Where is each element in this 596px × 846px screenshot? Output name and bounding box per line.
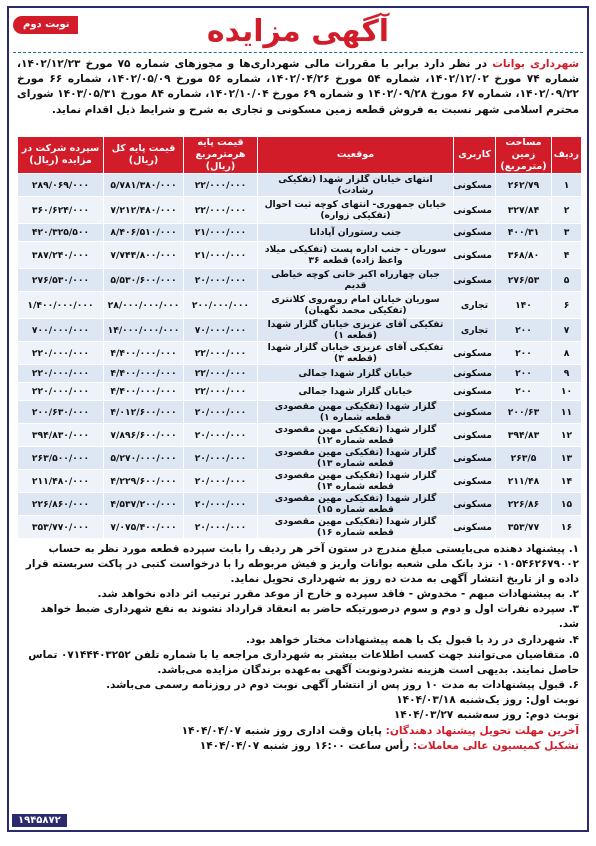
table-cell: ۷/۸۹۶/۶۰۰/۰۰۰ (104, 424, 184, 447)
table-cell: ۲۰/۰۰۰/۰۰۰ (184, 401, 258, 424)
header (13, 12, 583, 53)
table-cell: ۳۶۰/۶۲۴/۰۰۰ (18, 197, 104, 224)
table-cell: ۱۴/۰۰۰/۰۰۰/۰۰۰ (104, 319, 184, 342)
page-title: آگهی مزایده (206, 14, 390, 49)
table-cell: ۳۵۳/۷۷ (496, 516, 552, 539)
schedule-label: نوبت اول: (525, 693, 579, 706)
table-cell: مسکونی (454, 174, 496, 197)
table-cell: خیابان گلزار شهدا جمالی (258, 383, 454, 401)
table-cell: مسکونی (454, 383, 496, 401)
table-row (18, 224, 582, 242)
schedule-value: رأس ساعت ۱۶:۰۰ روز شنبه ۱۴۰۴/۰۴/۰۷ (199, 740, 413, 753)
table-header (18, 137, 582, 174)
table-row (18, 470, 582, 493)
table-cell: ۷/۰۷۵/۴۰۰/۰۰۰ (104, 516, 184, 539)
table-cell: ۱/۴۰۰/۰۰۰/۰۰۰ (18, 292, 104, 319)
schedule-value: پایان وقت اداری روز شنبه ۱۴۰۴/۰۴/۰۷ (181, 724, 386, 737)
table-row (18, 401, 582, 424)
table-cell: ۲۲/۰۰۰/۰۰۰ (184, 365, 258, 383)
table-cell: مسکونی (454, 470, 496, 493)
column-header: سپرده شرکت در مزایده (ریال) (18, 137, 104, 174)
table-cell: ۱۰ (552, 383, 582, 401)
schedule-item (9, 739, 587, 754)
table-body (18, 174, 582, 539)
table-cell: تفکیکی آقای عزیزی خیابان گلزار شهدا (قطعه ۳) (258, 342, 454, 365)
table-cell: ۴/۲۲۹/۶۰۰/۰۰۰ (104, 470, 184, 493)
table-cell: انتهای خیابان گلزار شهدا (تفکیکی رشادت) (258, 174, 454, 197)
schedule-item (9, 724, 587, 739)
table-row (18, 493, 582, 516)
table-cell: ۳۹۴/۸۳۰/۰۰۰ (18, 424, 104, 447)
table-row (18, 292, 582, 319)
table-cell: ۱۴۰ (496, 292, 552, 319)
table-cell: ۲۰۰/۶۳۰/۰۰۰ (18, 401, 104, 424)
schedule-label: آخرین مهلت تحویل پیشنهاد دهندگان: (385, 724, 579, 737)
table-cell: ۲۰/۰۰۰/۰۰۰ (184, 516, 258, 539)
table-cell: ۴/۴۰۰/۰۰۰/۰۰۰ (104, 365, 184, 383)
table-cell: ۲۲۰/۰۰۰/۰۰۰ (18, 342, 104, 365)
table-cell: ۲۲۰/۰۰۰/۰۰۰ (18, 365, 104, 383)
table-row (18, 342, 582, 365)
table-row (18, 174, 582, 197)
table-cell: ۲۱۱/۴۸ (496, 470, 552, 493)
table-cell: ۳۹۴/۸۳ (496, 424, 552, 447)
table-cell: تفکیکی آقای عزیزی خیابان گلزار شهدا (قطعه ۱) (258, 319, 454, 342)
table-row (18, 383, 582, 401)
table-cell: مسکونی (454, 269, 496, 292)
table-cell: مسکونی (454, 424, 496, 447)
table-cell: ۴۰۰/۳۱ (496, 224, 552, 242)
table-cell: ۷ (552, 319, 582, 342)
schedule-item (9, 693, 587, 708)
table-cell: ۳۸۷/۲۴۰/۰۰۰ (18, 242, 104, 269)
table-cell: ۳ (552, 224, 582, 242)
table-cell: ۴/۴۰۰/۰۰۰/۰۰۰ (104, 383, 184, 401)
table-cell: ۲۱/۰۰۰/۰۰۰ (184, 224, 258, 242)
table-cell: ۲۰/۰۰۰/۰۰۰ (184, 269, 258, 292)
table-cell: ۵ (552, 269, 582, 292)
table-cell: ۱۴ (552, 470, 582, 493)
municipality-name: شهرداری بوانات (492, 58, 579, 70)
table-cell: ۲۶۳/۵ (496, 447, 552, 470)
table-cell: ۵/۵۳۰/۶۰۰/۰۰۰ (104, 269, 184, 292)
table-cell: ۳۵۳/۷۷۰/۰۰۰ (18, 516, 104, 539)
table-cell: ۲۱۱/۴۸۰/۰۰۰ (18, 470, 104, 493)
column-header: قیمت پایه هرمترمربع (ریال) (184, 137, 258, 174)
table-cell: ۲۲/۰۰۰/۰۰۰ (184, 174, 258, 197)
table-cell: ۲۲/۰۰۰/۰۰۰ (184, 197, 258, 224)
table-cell: ۲۰/۰۰۰/۰۰۰ (184, 493, 258, 516)
condition-item: ۲. به پیشنهادات مبهم - مخدوش - فاقد سپرده و خارج از موعد مقرر ترتیب اثر داده نخواهد شد. (97, 588, 579, 601)
table-cell: مسکونی (454, 365, 496, 383)
table-cell: ۲۷۶/۵۳ (496, 269, 552, 292)
column-header: قیمت پایه کل (ریال) (104, 137, 184, 174)
table-cell: مسکونی (454, 516, 496, 539)
table-cell: ۱۵ (552, 493, 582, 516)
table-cell: ۲۲۶/۸۶ (496, 493, 552, 516)
intro-paragraph (9, 53, 587, 136)
table-cell: ۲۶۳/۵۰۰/۰۰۰ (18, 447, 104, 470)
intro-text: در نظر دارد برابر با مقررات مالی شهرداری‌ها و مجوزهای شماره ۷۵ مورخ ۱۴۰۲/۱۲/۲۳، شماره ۷۴ مورخ ۱۴۰۲/۱۲/۰۲، شماره ۵۴ مورخ ۱۴۰۲/۰۴/۲۶، شماره ۵۶ مورخ ۱۴۰۲/۰۵/۰۹، شماره ۶۶ مورخ ۱۴۰۲/۰۹/۲۲، شماره ۶۷ مورخ ۱۴۰۲/۰۹/۲۸ و شماره ۶۹ مورخ ۱۴۰۲/۱۰/۰۴، شماره ۸۴ مورخ ۱۴۰۳/۰۵/۳۱ شورای محترم اسلامی شهر نسبت به فروش قطعه زمین مسکونی و تجاری به شرح و شرایط ذیل اقدام نماید. (17, 58, 580, 116)
table-cell: ۱ (552, 174, 582, 197)
table-cell: ۲ (552, 197, 582, 224)
schedule-item (9, 708, 587, 723)
table-cell: ۲۸۹/۰۶۹/۰۰۰ (18, 174, 104, 197)
table-cell: سوریان خیابان امام روبه‌روی کلانتری (تفکیکی محمد نگهبان) (258, 292, 454, 319)
table-cell: ۷/۷۴۴/۸۰۰/۰۰۰ (104, 242, 184, 269)
table-cell: ۷/۲۱۲/۴۸۰/۰۰۰ (104, 197, 184, 224)
table-row (18, 447, 582, 470)
schedule-value: روز یک‌شنبه ۱۴۰۴/۰۳/۱۸ (396, 693, 526, 706)
table-cell: ۲۰/۰۰۰/۰۰۰ (184, 470, 258, 493)
table-cell: گلزار شهدا (تفکیکی مهین مقصودی قطعه شماره ۱۶) (258, 516, 454, 539)
table-cell: ۲۰۰/۰۰۰/۰۰۰ (184, 292, 258, 319)
table-cell: ۸ (552, 342, 582, 365)
table-cell: ۸/۴۰۶/۵۱۰/۰۰۰ (104, 224, 184, 242)
table-cell: ۲۱/۰۰۰/۰۰۰ (184, 242, 258, 269)
column-header: موقعیت (258, 137, 454, 174)
table-cell: ۲۰۰ (496, 342, 552, 365)
column-header: مساحت زمین (مترمربع) (496, 137, 552, 174)
table-cell: ۲۰۰ (496, 365, 552, 383)
table-cell: خیابان جمهوری- انتهای کوچه ثبت احوال (تفکیکی زواره) (258, 197, 454, 224)
advertisement-page (7, 6, 589, 832)
table-cell: گلزار شهدا (تفکیکی مهین مقصودی قطعه شماره ۱) (258, 401, 454, 424)
table-cell: ۲۶۲/۷۹ (496, 174, 552, 197)
table-cell: مسکونی (454, 242, 496, 269)
condition-item: ۴. شهرداری در رد یا قبول یک یا همه پیشنهادات مختار خواهد بود. (245, 633, 579, 646)
table-cell: ۴۲۰/۳۲۵/۵۰۰ (18, 224, 104, 242)
table-cell: ۱۶ (552, 516, 582, 539)
auction-table (17, 136, 582, 539)
table-cell: ۲۰۰ (496, 383, 552, 401)
table-cell: تجاری (454, 292, 496, 319)
table-cell: مسکونی (454, 447, 496, 470)
table-cell: مسکونی (454, 224, 496, 242)
table-cell: گلزار شهدا (تفکیکی مهین مقصودی قطعه شماره ۱۲) (258, 424, 454, 447)
table-cell: گلزار شهدا (تفکیکی مهین مقصودی قطعه شماره ۱۳) (258, 447, 454, 470)
table-row (18, 242, 582, 269)
edition-badge: نوبت دوم (13, 16, 78, 34)
table-cell: ۹ (552, 365, 582, 383)
table-cell: مسکونی (454, 493, 496, 516)
table-cell: ۱۲ (552, 424, 582, 447)
table-cell: ۲۲۰/۰۰۰/۰۰۰ (18, 383, 104, 401)
table-cell: تجاری (454, 319, 496, 342)
table-cell: ۲۸/۰۰۰/۰۰۰/۰۰۰ (104, 292, 184, 319)
table-cell: خیابان گلزار شهدا جمالی (258, 365, 454, 383)
condition-item: ۵. متقاضیان می‌توانند جهت کسب اطلاعات بیشتر به شهرداری مراجعه یا با شماره تلفن ۰۷۱۴۴۴۰۳۲۵۲ تماس حاصل نمایند. بدیهی است هزینه نشردونوبت آگهی به‌عهده برندگان مزایده می‌باشد. (28, 648, 579, 676)
table-cell: جبان چهارراه اکبر خانی کوچه خیاطی قدیم (258, 269, 454, 292)
table-cell: ۲۰/۰۰۰/۰۰۰ (184, 424, 258, 447)
table-cell: ۱۳ (552, 447, 582, 470)
conditions-list (9, 539, 587, 693)
condition-item: ۱. پیشنهاد دهنده می‌بایستی مبلغ مندرج در ستون آخر هر ردیف را بابت سپرده قطعه مورد نظر به حساب ۰۱۰۵۴۶۲۶۷۹۰۰۲ نزد بانک ملی شعبه بوانات واریز و فیش مربوطه را با درخواست کتبی در پاکت سربسته قرار داده و از تاریخ انتشار آگهی به مدت ده روز به شهرداری تحویل نماید. (25, 543, 579, 586)
schedule-block (9, 693, 587, 755)
condition-item: ۶. قبول پیشنهادات به مدت ۱۰ روز پس از انتشار آگهی نوبت دوم در روزنامه رسمی می‌باشد. (106, 678, 579, 691)
table-cell: ۲۷۶/۵۳۰/۰۰۰ (18, 269, 104, 292)
table-header-row (18, 137, 582, 174)
table-row (18, 269, 582, 292)
table-cell: ۴ (552, 242, 582, 269)
column-header: کاربری (454, 137, 496, 174)
table-cell: ۲۰/۰۰۰/۰۰۰ (184, 447, 258, 470)
table-cell: گلزار شهدا (تفکیکی مهین مقصودی قطعه شماره ۱۴) (258, 470, 454, 493)
table-cell: ۴/۰۱۲/۶۰۰/۰۰۰ (104, 401, 184, 424)
table-cell: ۲۲/۰۰۰/۰۰۰ (184, 342, 258, 365)
table-cell: ۵/۲۷۰/۰۰۰/۰۰۰ (104, 447, 184, 470)
table-cell: مسکونی (454, 401, 496, 424)
table-row (18, 319, 582, 342)
condition-item: ۳. سپرده نفرات اول و دوم و سوم درصورتیکه حاضر به انعقاد قرارداد نشوند به نفع شهرداری ضبط خواهد شد. (40, 603, 579, 631)
table-cell: سوریان - جنب اداره پست (تفکیکی میلاد واعظ زاده) قطعه ۳۶ (258, 242, 454, 269)
column-header: ردیف (552, 137, 582, 174)
table-cell: جنب رستوران آپادانا (258, 224, 454, 242)
table-cell: ۵/۷۸۱/۳۸۰/۰۰۰ (104, 174, 184, 197)
schedule-label: نوبت دوم: (525, 709, 579, 722)
schedule-label: تشکیل کمیسیون عالی معاملات: (412, 740, 579, 753)
reference-number: ۱۹۴۵۸۷۲ (12, 814, 67, 827)
table-row (18, 197, 582, 224)
table-row (18, 516, 582, 539)
table-cell: ۱۱ (552, 401, 582, 424)
table-cell: ۷۰/۰۰۰/۰۰۰ (184, 319, 258, 342)
table-cell: ۲۰۰/۶۳ (496, 401, 552, 424)
table-cell: ۳۶۸/۸۰ (496, 242, 552, 269)
table-cell: ۲۲۶/۸۶۰/۰۰۰ (18, 493, 104, 516)
table-cell: ۲۰۰ (496, 319, 552, 342)
table-cell: ۷۰۰/۰۰۰/۰۰۰ (18, 319, 104, 342)
schedule-value: روز سه‌شنبه ۱۴۰۴/۰۳/۲۷ (393, 709, 526, 722)
table-cell: ۶ (552, 292, 582, 319)
table-row (18, 424, 582, 447)
table-cell: ۲۲/۰۰۰/۰۰۰ (184, 383, 258, 401)
table-cell: مسکونی (454, 197, 496, 224)
table-cell: مسکونی (454, 342, 496, 365)
table-cell: ۳۲۷/۸۴ (496, 197, 552, 224)
table-row (18, 365, 582, 383)
table-cell: ۴/۵۳۷/۲۰۰/۰۰۰ (104, 493, 184, 516)
table-cell: گلزار شهدا (تفکیکی مهین مقصودی قطعه شماره ۱۵) (258, 493, 454, 516)
table-cell: ۴/۴۰۰/۰۰۰/۰۰۰ (104, 342, 184, 365)
